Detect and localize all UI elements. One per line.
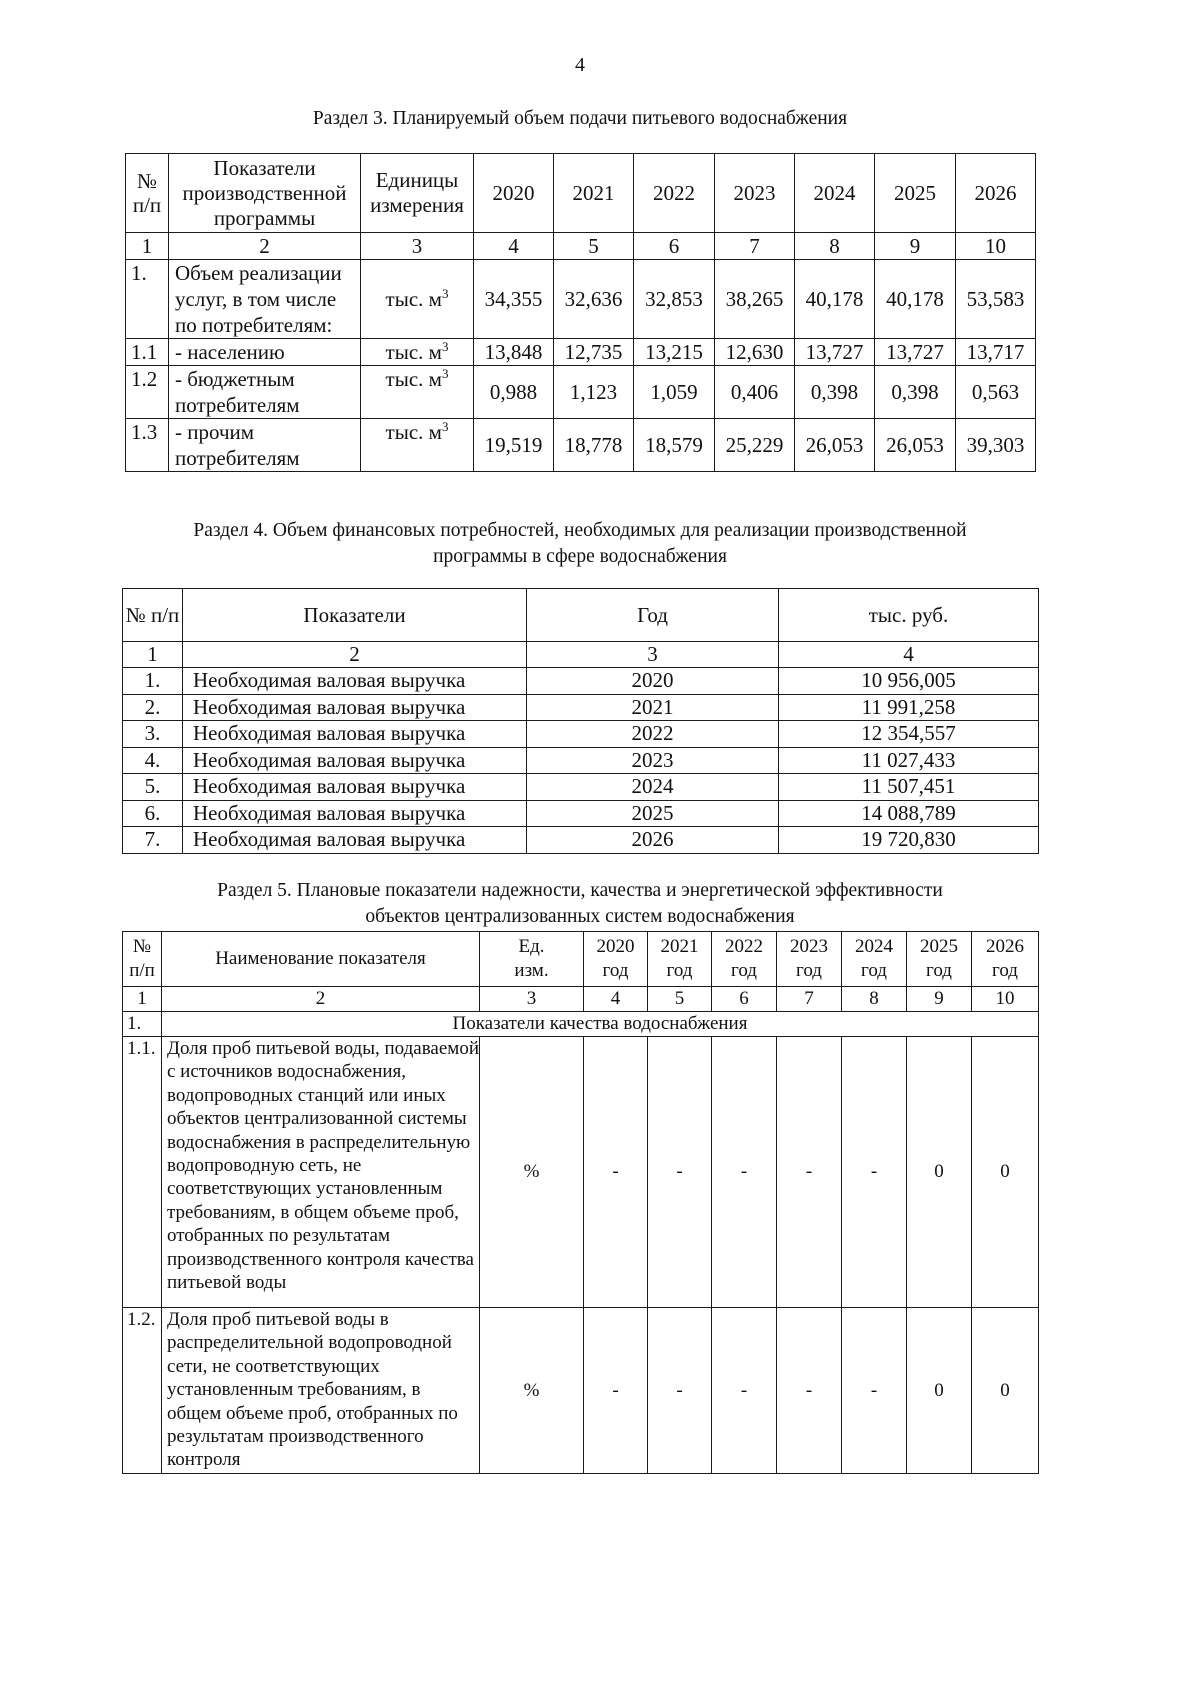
row-amount: 14 088,789 xyxy=(779,800,1039,827)
value-cell: 53,583 xyxy=(956,260,1036,339)
value-cell: 0,988 xyxy=(474,366,554,419)
table-row xyxy=(123,668,1039,695)
table-row xyxy=(123,800,1039,827)
value-cell: 0,398 xyxy=(795,366,875,419)
row-number: 6. xyxy=(123,800,183,827)
column-number: 10 xyxy=(972,987,1039,1012)
header-year: 2025 xyxy=(875,154,956,233)
section4-table xyxy=(122,588,1039,854)
value-cell: 0 xyxy=(972,1037,1039,1308)
header-year: 2026 xyxy=(956,154,1036,233)
value-cell: 0 xyxy=(972,1308,1039,1474)
row-amount: 11 027,433 xyxy=(779,747,1039,774)
header-year: 2026 год xyxy=(972,932,1039,987)
column-number: 4 xyxy=(474,233,554,260)
value-cell: 34,355 xyxy=(474,260,554,339)
header-unit: Ед. изм. xyxy=(480,932,584,987)
header-indicator: Наименование показателя xyxy=(162,932,480,987)
value-cell: 19,519 xyxy=(474,419,554,472)
column-number: 8 xyxy=(842,987,907,1012)
section3-table xyxy=(125,153,1036,472)
header-year: 2023 год xyxy=(777,932,842,987)
table-row xyxy=(123,827,1039,854)
header-no: № п/п xyxy=(123,589,183,642)
table-row xyxy=(123,1308,1039,1474)
value-cell: - xyxy=(842,1308,907,1474)
column-number: 4 xyxy=(779,642,1039,668)
row-number: 2. xyxy=(123,694,183,721)
table-row xyxy=(123,694,1039,721)
value-cell: 13,727 xyxy=(795,339,875,366)
row-number: 1. xyxy=(123,668,183,695)
value-cell: 32,636 xyxy=(554,260,634,339)
header-unit: Единицы измерения xyxy=(361,154,474,233)
row-year: 2020 xyxy=(527,668,779,695)
value-cell: - xyxy=(584,1308,648,1474)
header-year: Год xyxy=(527,589,779,642)
page-number: 4 xyxy=(575,54,585,76)
column-number: 2 xyxy=(183,642,527,668)
column-number: 10 xyxy=(956,233,1036,260)
row-number: 1.1 xyxy=(126,339,169,366)
column-number: 1 xyxy=(123,987,162,1012)
row-label: Необходимая валовая выручка xyxy=(183,668,527,695)
column-number: 4 xyxy=(584,987,648,1012)
section4-title xyxy=(122,518,1038,570)
section4-title-line2: программы в сфере водоснабжения xyxy=(433,546,727,567)
header-year: 2021 xyxy=(554,154,634,233)
row-unit: тыс. $м^3$ xyxy=(361,260,474,339)
value-cell: 13,215 xyxy=(634,339,715,366)
row-number: 1.2 xyxy=(126,366,169,419)
row-unit: тыс. $м^3$ xyxy=(361,419,474,472)
row-number: 3. xyxy=(123,721,183,748)
header-year: 2021 год xyxy=(648,932,712,987)
row-label: Необходимая валовая выручка xyxy=(183,694,527,721)
table-header-row xyxy=(126,154,1036,233)
header-no: № п/п xyxy=(126,154,169,233)
value-cell: 13,727 xyxy=(875,339,956,366)
table-header-row xyxy=(123,932,1039,987)
row-amount: 12 354,557 xyxy=(779,721,1039,748)
table-row xyxy=(126,339,1036,366)
value-cell: 40,178 xyxy=(795,260,875,339)
column-number-row xyxy=(123,642,1039,668)
row-number: 7. xyxy=(123,827,183,854)
group-label: Показатели качества водоснабжения xyxy=(162,1012,1039,1037)
header-year: 2023 xyxy=(715,154,795,233)
value-cell: - xyxy=(712,1308,777,1474)
section5-title xyxy=(122,878,1038,930)
row-label: Необходимая валовая выручка xyxy=(183,721,527,748)
row-year: 2023 xyxy=(527,747,779,774)
header-indicator: Показатели производственной программы xyxy=(169,154,361,233)
table-row xyxy=(126,366,1036,419)
value-cell: 0,563 xyxy=(956,366,1036,419)
row-label: - бюджетным потребителям xyxy=(169,366,361,419)
value-cell: 13,848 xyxy=(474,339,554,366)
value-cell: - xyxy=(648,1308,712,1474)
value-cell: 39,303 xyxy=(956,419,1036,472)
column-number: 7 xyxy=(715,233,795,260)
row-label: Необходимая валовая выручка xyxy=(183,800,527,827)
column-number: 3 xyxy=(361,233,474,260)
section5-table xyxy=(122,931,1039,1474)
column-number-row xyxy=(126,233,1036,260)
row-label: Необходимая валовая выручка xyxy=(183,827,527,854)
column-number: 3 xyxy=(527,642,779,668)
value-cell: 0 xyxy=(907,1037,972,1308)
row-number: 1. xyxy=(126,260,169,339)
row-label: - прочим потребителям xyxy=(169,419,361,472)
value-cell: 26,053 xyxy=(795,419,875,472)
row-label: Необходимая валовая выручка xyxy=(183,747,527,774)
column-number-row xyxy=(123,987,1039,1012)
header-amount: тыс. руб. xyxy=(779,589,1039,642)
value-cell: - xyxy=(584,1037,648,1308)
row-unit: % xyxy=(480,1308,584,1474)
column-number: 8 xyxy=(795,233,875,260)
row-year: 2022 xyxy=(527,721,779,748)
header-year: 2022 xyxy=(634,154,715,233)
value-cell: 18,579 xyxy=(634,419,715,472)
table-row xyxy=(123,721,1039,748)
value-cell: - xyxy=(777,1308,842,1474)
table-row xyxy=(123,1037,1039,1308)
value-cell: 32,853 xyxy=(634,260,715,339)
row-number: 1.2. xyxy=(123,1308,162,1474)
section5-title-line1: Раздел 5. Плановые показатели надежности, качества и энергетической эффективности xyxy=(217,880,943,901)
header-indicator: Показатели xyxy=(183,589,527,642)
row-number: 5. xyxy=(123,774,183,801)
column-number: 6 xyxy=(712,987,777,1012)
value-cell: 1,123 xyxy=(554,366,634,419)
header-year: 2020 год xyxy=(584,932,648,987)
section5-title-line2: объектов централизованных систем водоснабжения xyxy=(365,906,795,927)
section3-title: Раздел 3. Планируемый объем подачи питьевого водоснабжения xyxy=(312,108,848,129)
value-cell: 38,265 xyxy=(715,260,795,339)
row-number: 1.3 xyxy=(126,419,169,472)
value-cell: 40,178 xyxy=(875,260,956,339)
row-label: - населению xyxy=(169,339,361,366)
row-unit: тыс. $м^3$ xyxy=(361,339,474,366)
column-number: 9 xyxy=(875,233,956,260)
column-number: 6 xyxy=(634,233,715,260)
value-cell: 13,717 xyxy=(956,339,1036,366)
table-header-row xyxy=(123,589,1039,642)
row-year: 2024 xyxy=(527,774,779,801)
value-cell: 0 xyxy=(907,1308,972,1474)
column-number: 5 xyxy=(648,987,712,1012)
value-cell: 25,229 xyxy=(715,419,795,472)
table-row xyxy=(126,419,1036,472)
value-cell: - xyxy=(842,1037,907,1308)
group-row xyxy=(123,1012,1039,1037)
value-cell: 26,053 xyxy=(875,419,956,472)
row-amount: 19 720,830 xyxy=(779,827,1039,854)
row-year: 2026 xyxy=(527,827,779,854)
row-label: Необходимая валовая выручка xyxy=(183,774,527,801)
header-year: 2020 xyxy=(474,154,554,233)
value-cell: 1,059 xyxy=(634,366,715,419)
row-label: Доля проб питьевой воды в распределительной водопроводной сети, не соответствующих установленным требованиям, в общем объеме проб, отобранных по результатам производственного контроля xyxy=(162,1308,480,1474)
header-no: № п/п xyxy=(123,932,162,987)
section4-title-line1: Раздел 4. Объем финансовых потребностей, необходимых для реализации производственной xyxy=(193,520,967,541)
column-number: 3 xyxy=(480,987,584,1012)
header-year: 2024 год xyxy=(842,932,907,987)
row-year: 2021 xyxy=(527,694,779,721)
column-number: 2 xyxy=(169,233,361,260)
row-label: Объем реализации услуг, в том числе по потребителям: xyxy=(169,260,361,339)
table-row xyxy=(126,260,1036,339)
row-label: Доля проб питьевой воды, подаваемой с источников водоснабжения, водопроводных станций или иных объектов централизованной системы водоснабжения в распределительную водопроводную сеть, не соответствующих установленным требованиям, в общем объеме проб, отобранных по результатам производственного контроля качества питьевой воды xyxy=(162,1037,480,1308)
value-cell: - xyxy=(777,1037,842,1308)
row-amount: 11 991,258 xyxy=(779,694,1039,721)
value-cell: 18,778 xyxy=(554,419,634,472)
column-number: 9 xyxy=(907,987,972,1012)
row-number: 4. xyxy=(123,747,183,774)
value-cell: - xyxy=(648,1037,712,1308)
group-number: 1. xyxy=(123,1012,162,1037)
column-number: 1 xyxy=(126,233,169,260)
table-row xyxy=(123,774,1039,801)
row-unit: % xyxy=(480,1037,584,1308)
row-amount: 11 507,451 xyxy=(779,774,1039,801)
column-number: 7 xyxy=(777,987,842,1012)
value-cell: 12,735 xyxy=(554,339,634,366)
header-year: 2024 xyxy=(795,154,875,233)
header-year: 2022 год xyxy=(712,932,777,987)
column-number: 1 xyxy=(123,642,183,668)
row-year: 2025 xyxy=(527,800,779,827)
row-unit: тыс. $м^3$ xyxy=(361,366,474,419)
row-number: 1.1. xyxy=(123,1037,162,1308)
column-number: 2 xyxy=(162,987,480,1012)
column-number: 5 xyxy=(554,233,634,260)
value-cell: 12,630 xyxy=(715,339,795,366)
value-cell: 0,406 xyxy=(715,366,795,419)
value-cell: - xyxy=(712,1037,777,1308)
value-cell: 0,398 xyxy=(875,366,956,419)
table-row xyxy=(123,747,1039,774)
header-year: 2025 год xyxy=(907,932,972,987)
row-amount: 10 956,005 xyxy=(779,668,1039,695)
